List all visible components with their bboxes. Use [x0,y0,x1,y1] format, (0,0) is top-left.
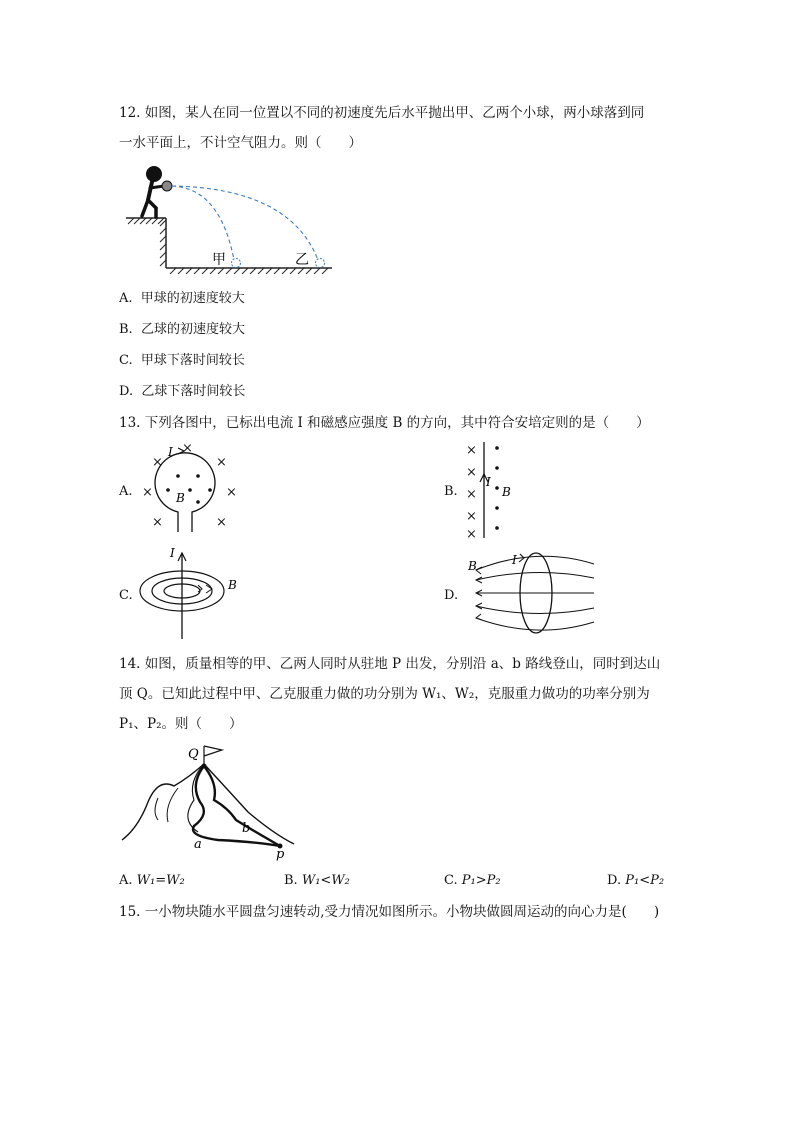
q13b-label-b: B [502,485,511,499]
svg-text:×: × [466,509,477,524]
svg-text:×: × [142,485,153,500]
label-jia: 甲 [212,252,226,268]
ball-icon [162,181,172,191]
q13-option-b-letter: B. [444,484,458,499]
q12-option-c-letter: C. [119,353,133,368]
label-q: Q [188,747,199,762]
q13-stem: 13. 下列各图中，已标出电流 I 和磁感应强度 B 的方向，其中符合安培定则的是（ ） [119,415,650,431]
thrower-figure [142,166,164,217]
q14-option-d-letter: D. [607,873,622,888]
q14-stem-line2: 顶 Q。已知此过程中甲、乙克服重力做的功分别为 W₁、W₂，克服重力做功的功率分别为 [119,686,650,702]
trajectory-yi [172,186,318,260]
q12-option-d-text: 乙球下落时间较长 [141,384,246,399]
q14-option-b-text: W₁<W₂ [301,873,350,888]
q13-option-c-letter: C. [119,588,133,603]
q13c-label-i: I [170,546,175,560]
q14-stem-line3: P₁、P₂。则（ ） [119,716,243,732]
q13b-label-i: I [486,475,491,489]
svg-text:×: × [466,527,477,542]
q15-stem: 15. 一小物块随水平圆盘匀速转动,受力情况如图所示。小物块做圆周运动的向心力是( ) [119,904,660,920]
label-a: a [194,837,202,852]
q12-option-a [119,290,245,308]
q12-figure [120,160,340,278]
q13a-label-b: B [176,491,185,505]
q14-option-a-letter: A. [119,873,133,888]
label-p: p [276,847,285,862]
q12-option-c [119,352,245,370]
q12-option-b-text: 乙球的初速度较大 [140,322,245,337]
path-a [193,766,280,846]
q12-option-a-letter: A. [119,291,133,306]
q13c-label-b: B [228,578,237,592]
q14-option-d [607,872,664,890]
q12-option-b-letter: B. [119,322,133,337]
q12-option-b [119,321,245,339]
q14-option-a-text: W₁=W₂ [136,873,185,888]
svg-text:×: × [182,441,193,456]
q12-option-c-text: 甲球下落时间较长 [140,353,245,368]
q14-option-d-text: P₁<P₂ [625,873,665,888]
label-yi: 乙 [295,252,309,268]
trajectory-jia [172,186,234,260]
svg-text:×: × [152,515,163,530]
q14-option-b [284,872,350,890]
q12-stem-line1: 12. 如图，某人在同一位置以不同的初速度先后水平抛出甲、乙两个小球，两小球落到同 [119,105,645,121]
svg-text:×: × [466,487,477,502]
q12-option-d-letter: D. [119,384,134,399]
q14-stem-line1: 14. 如图，质量相等的甲、乙两人同时从驻地 P 出发，分别沿 a、b 路线登山，同时到达山 [119,656,661,672]
q13d-label-b: B [468,559,477,573]
q14-option-b-letter: B. [284,873,298,888]
svg-text:×: × [216,515,227,530]
svg-text:×: × [216,455,227,470]
label-b: b [242,821,251,836]
svg-text:×: × [226,485,237,500]
q14-option-c-text: P₁>P₂ [461,873,501,888]
q13-option-a-letter: A. [119,484,133,499]
q12-option-d [119,383,245,401]
q12-stem-line2: 一水平面上，不计空气阻力。则（ ） [119,135,362,151]
q13-figure-a [140,440,240,540]
svg-text:×: × [466,443,477,458]
q13-figure-c [136,545,246,640]
q14-mountain-figure [118,742,308,860]
svg-text:×: × [152,455,163,470]
q13-figure-d [464,548,599,638]
q14-option-a [119,872,185,890]
q13d-label-i: I [512,553,517,567]
q13-figure-b [462,440,522,540]
q13a-label-i: I [168,445,173,459]
q14-option-c [444,872,501,890]
q12-option-a-text: 甲球的初速度较大 [140,291,245,306]
svg-text:×: × [466,465,477,480]
q13-option-d-letter: D. [444,588,459,603]
q14-option-c-letter: C. [444,873,458,888]
